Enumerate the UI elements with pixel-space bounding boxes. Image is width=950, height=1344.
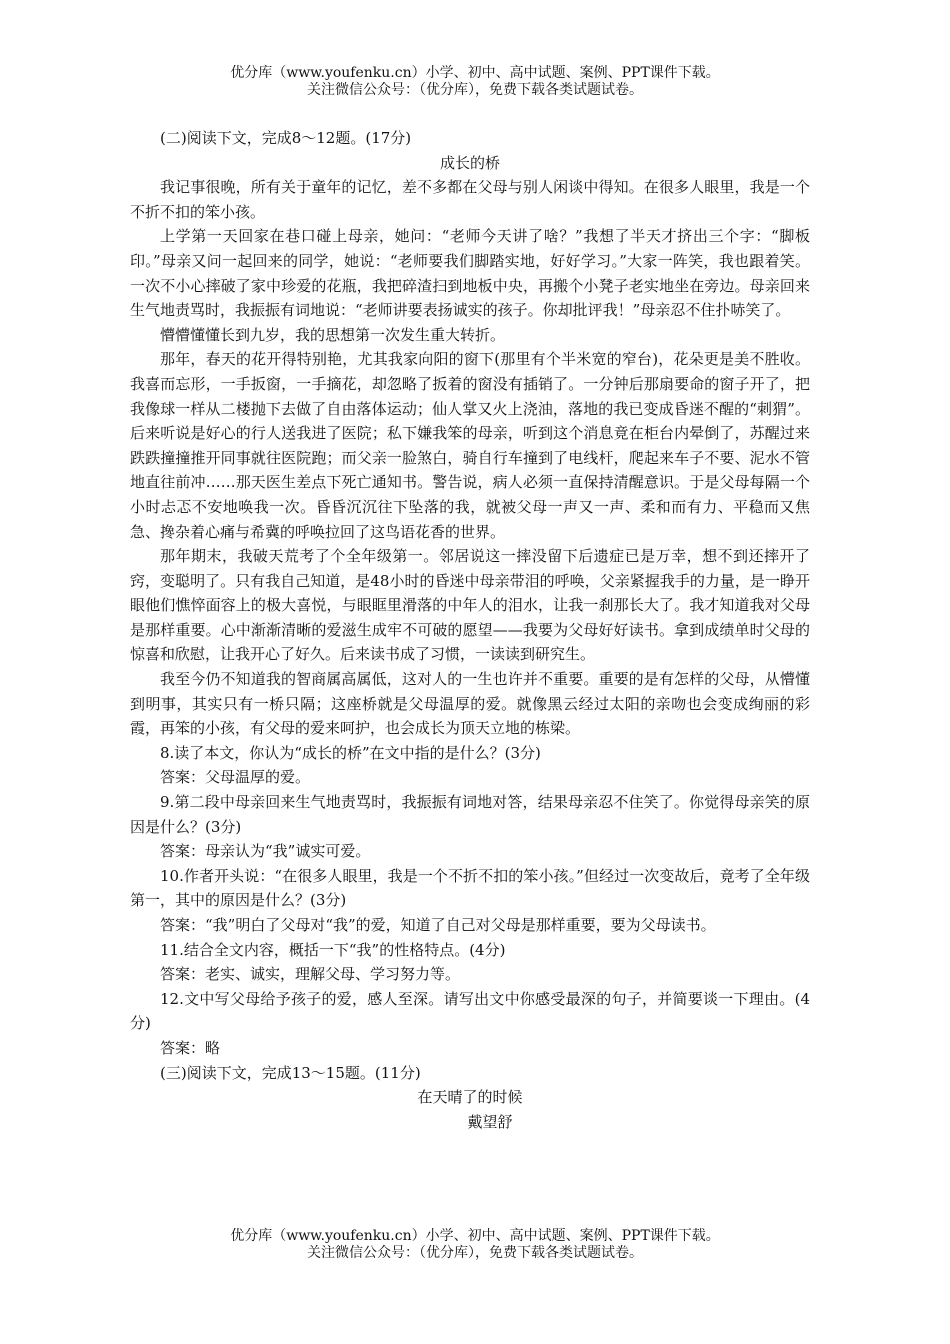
header-line-2: 关注微信公众号：（优分库），免费下载各类试题试卷。 [307, 82, 643, 98]
document-body [130, 126, 810, 1134]
question-11: 11.结合全文内容，概括一下“我”的性格特点。(4分) [160, 940, 506, 959]
page-footer [0, 1228, 950, 1262]
question-9: 9.第二段中母亲回来生气地责骂时，我振振有词地对答，结果母亲忍不住笑了。你觉得母亲笑的原因是什么？(3分) [130, 793, 810, 836]
section-2-intro: (二)阅读下文，完成8～12题。(17分) [160, 129, 412, 147]
answer-11: 答案：老实、诚实，理解父母、学习努力等。 [160, 965, 461, 984]
paragraph: 那年，春天的花开得特别艳，尤其我家向阳的窗下(那里有个半米宽的窄台)，花朵更是美不胜收。我喜而忘形，一手扳窗，一手摘花，却忽略了扳着的窗没有插销了。一分钟后那扇要命的窗子开了，把我像球一样从二楼抛下去做了自由落体运动；仙人掌又火上浇油，落地的我已变成昏迷不醒的“刺猬”。后来听说是好心的行人送我进了医院；私下嫌我笨的母亲，听到这个消息竟在柜台内晕倒了，苏醒过来跌跌撞撞推开同事就往医院跑；而父亲一脸煞白，骑自行车撞到了电线杆，爬起来车子不要、泥水不管地直往前冲……那天医生差点下死亡通知书。警告说，病人必须一直保持清醒意识。于是父母每隔一个小时忐忑不安地唤我一次。昏昏沉沉往下坠落的我，就被父母一声又一声、柔和而有力、平稳而又焦急、搀杂着心痛与希冀的呼唤拉回了这鸟语花香的世界。 [130, 350, 810, 541]
poem-title: 在天晴了的时候 [417, 1088, 523, 1107]
paragraph: 上学第一天回家在巷口碰上母亲，她问：“老师今天讲了啥？”我想了半天才挤出三个字：“脚板印。”母亲又问一起回来的同学，她说：“老师要我们脚踏实地，好好学习。”大家一阵笑，我也跟着笑。一次不小心摔破了家中珍爱的花瓶，我把碎渣扫到地板中央，再搬个小凳子老实地坐在旁边。母亲回来生气地责骂时，我振振有词地说：“老师讲要表扬诚实的孩子。你却批评我！”母亲忍不住扑哧笑了。 [130, 227, 810, 320]
poem-author: 戴望舒 [467, 1112, 513, 1131]
answer-8: 答案：父母温厚的爱。 [160, 768, 311, 787]
answer-12: 答案：略 [160, 1038, 221, 1057]
answer-9: 答案：母亲认为“我”诚实可爱。 [160, 842, 371, 861]
footer-line-2: 关注微信公众号：（优分库），免费下载各类试题试卷。 [307, 1245, 643, 1261]
page-header [0, 65, 950, 99]
paragraph: 我至今仍不知道我的智商属高属低，这对人的一生也许并不重要。重要的是有怎样的父母，从懵懂到明事，其实只有一桥只隔；这座桥就是父母温厚的爱。就像黑云经过太阳的亲吻也会变成绚丽的彩霞，再笨的小孩，有父母的爱来呵护，也会成长为顶天立地的栋梁。 [130, 670, 810, 738]
paragraph: 懵懵懂懂长到九岁，我的思想第一次发生重大转折。 [160, 325, 506, 344]
paragraph: 那年期末，我破天荒考了个全年级第一。邻居说这一摔没留下后遗症已是万幸，想不到还摔开了窍，变聪明了。只有我自己知道，是48小时的昏迷中母亲带泪的呼唤，父亲紧握我手的力量，是一睁开眼他们憔悴面容上的极大喜悦，与眼眶里滑落的中年人的泪水，让我一刹那长大了。我才知道我对父母是那样重要。心中渐渐清晰的爱滋生成牢不可破的愿望——我要为父母好好读书。拿到成绩单时父母的惊喜和欣慰，让我开心了好久。后来读书成了习惯，一读读到研究生。 [130, 547, 810, 664]
paragraph: 我记事很晚，所有关于童年的记忆，差不多都在父母与别人闲谈中得知。在很多人眼里，我是一个不折不扣的笨小孩。 [130, 178, 810, 221]
section-3-intro: (三)阅读下文，完成13～15题。(11分) [160, 1063, 421, 1082]
header-line-1: 优分库（www.youfenku.cn）小学、初中、高中试题、案例、PPT课件下载。 [230, 65, 720, 81]
answer-10: 答案：“我”明白了父母对“我”的爱，知道了自己对父母是那样重要，要为父母读书。 [160, 916, 716, 934]
question-10: 10.作者开头说：“在很多人眼里，我是一个不折不扣的笨小孩。”但经过一次变故后，竟考了全年级第一，其中的原因是什么？(3分) [130, 866, 810, 910]
question-8: 8.读了本文，你认为“成长的桥”在文中指的是什么？(3分) [160, 743, 541, 762]
footer-line-1: 优分库（www.youfenku.cn）小学、初中、高中试题、案例、PPT课件下载。 [230, 1228, 720, 1244]
article-title: 成长的桥 [439, 153, 500, 172]
question-12: 12.文中写父母给予孩子的爱，感人至深。请写出文中你感受最深的句子，并简要谈一下理由。(4分) [130, 989, 810, 1033]
